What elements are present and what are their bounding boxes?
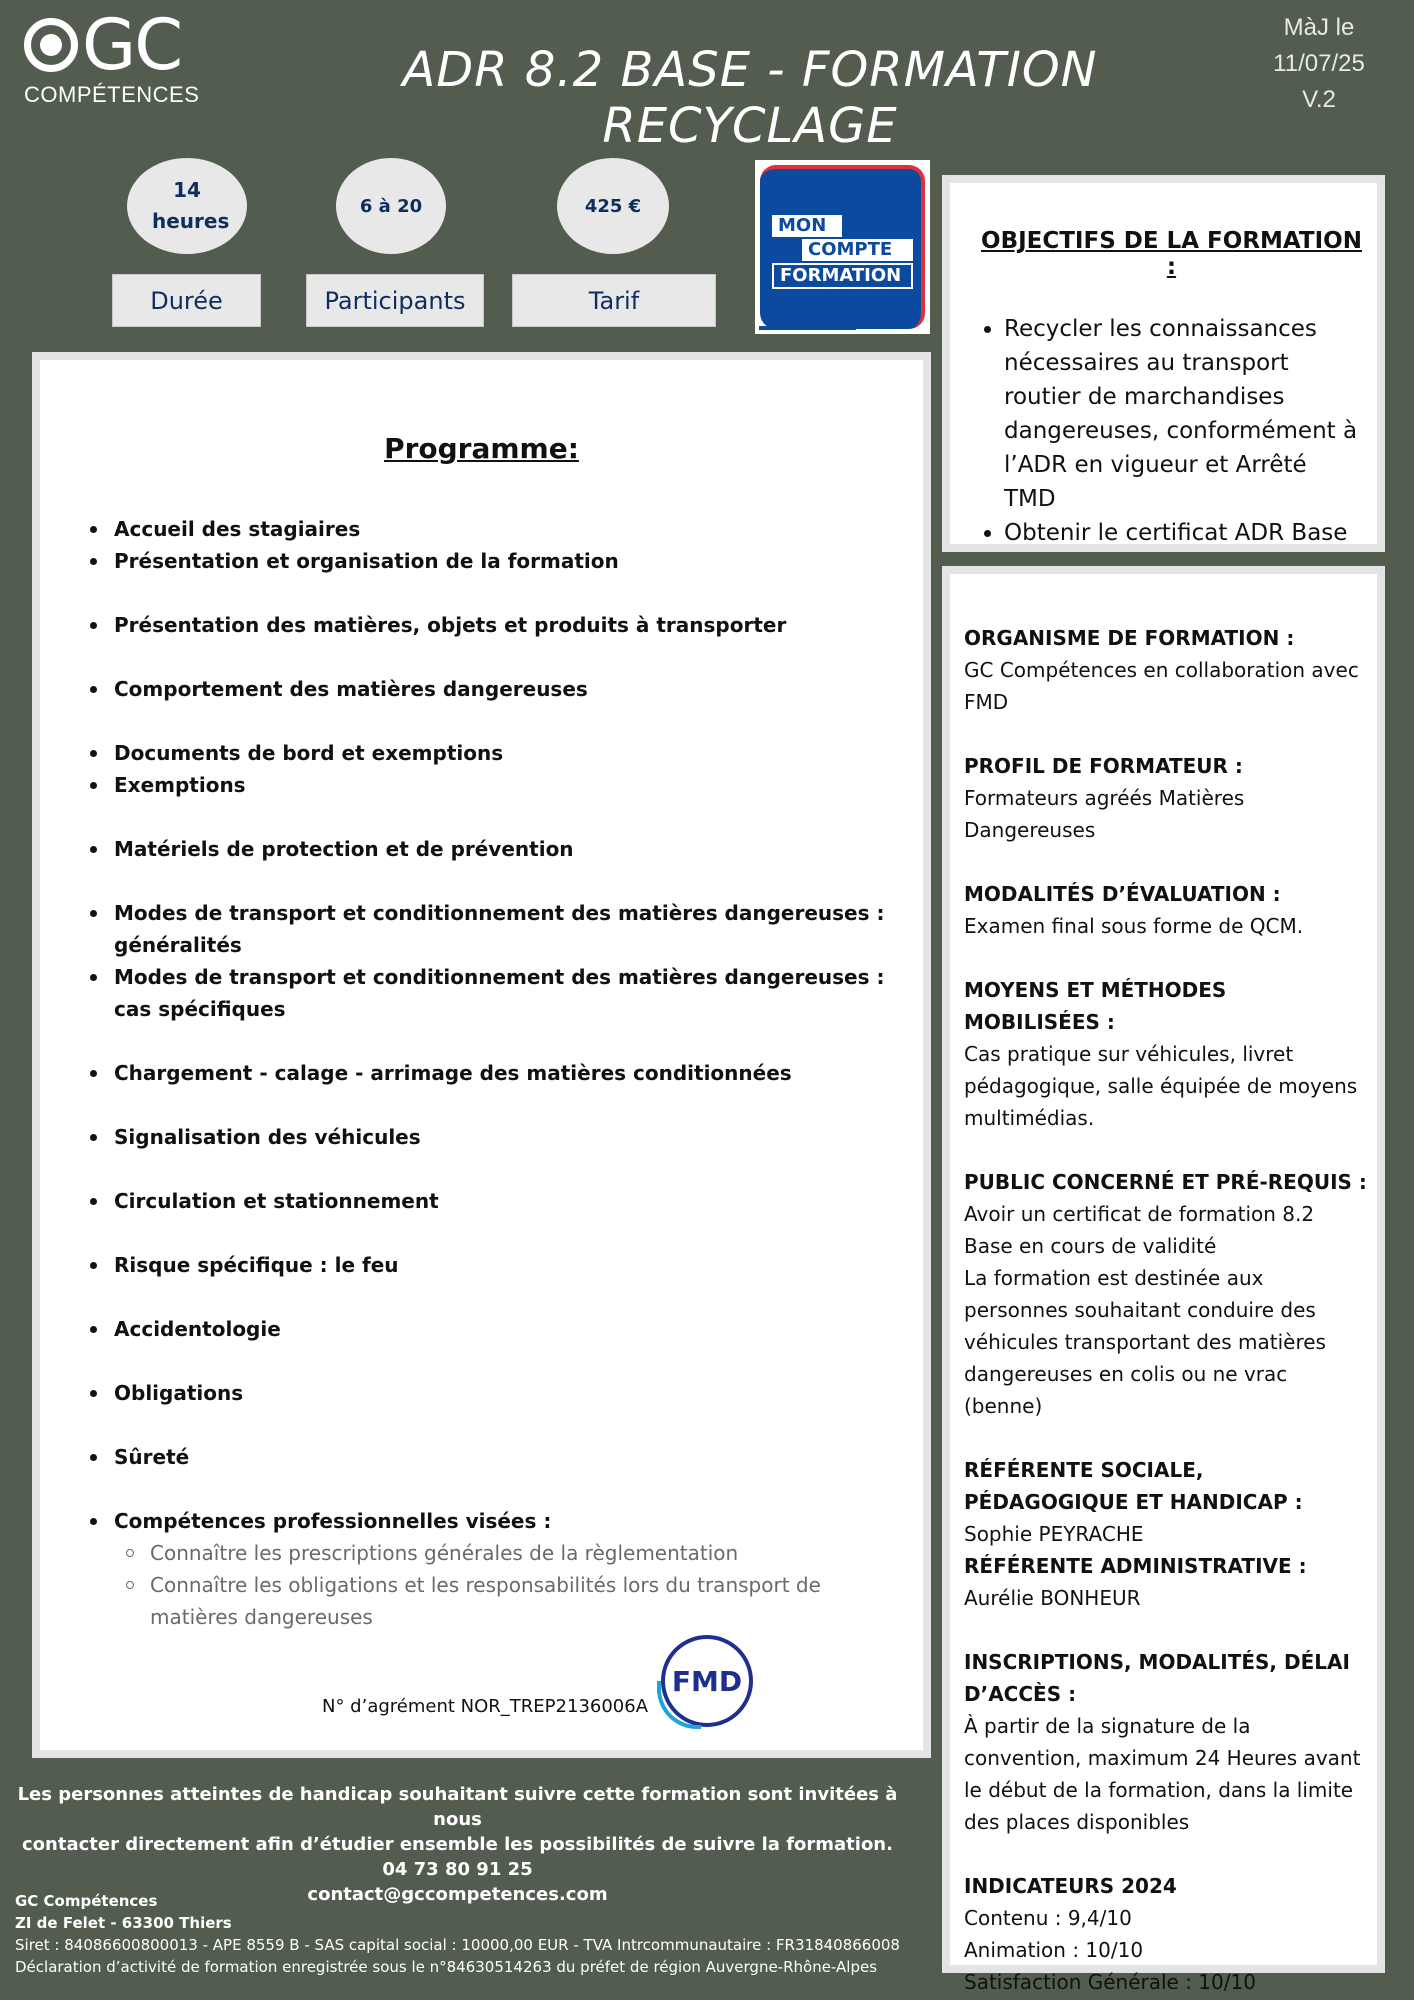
programme-item: Modes de transport et conditionnement des matières dangereuses : généralités <box>90 897 900 961</box>
fmd-logo-text: FMD <box>671 1664 743 1698</box>
handicap-line: contacter directement afin d’étudier ensemble les possibilités de suivre la formation. <box>22 1834 893 1855</box>
duration-label: Durée <box>112 274 261 327</box>
participants-circle <box>336 158 446 254</box>
referente-title: RÉFÉRENTE SOCIALE, PÉDAGOGIQUE ET HANDICAP : <box>964 1458 1303 1514</box>
programme-item: Exemptions <box>90 769 900 801</box>
mon-compte-formation-logo <box>755 160 930 334</box>
competences-list <box>114 1537 900 1633</box>
gc-logo <box>24 4 204 107</box>
logo-subtitle: COMPÉTENCES <box>24 82 200 107</box>
programme-item: Matériels de protection et de prévention <box>90 833 900 865</box>
programme-item: Chargement - calage - arrimage des matières conditionnées <box>90 1057 900 1089</box>
inscriptions-title: INSCRIPTIONS, MODALITÉS, DÉLAI D’ACCÈS : <box>964 1650 1350 1706</box>
objective-item: • Obtenir le certificat ADR Base <box>1004 516 1365 550</box>
programme-list <box>90 513 900 1633</box>
programme-item: Accueil des stagiaires <box>90 513 900 545</box>
company-legal: Siret : 84086600800013 - APE 8559 B - SAS capital social : 10000,00 EUR - TVA Intrcommunautaire : FR31840866008 <box>15 1936 900 1954</box>
price-circle <box>557 158 669 254</box>
info-panel <box>942 566 1385 1994</box>
programme-item: Accidentologie <box>90 1313 900 1345</box>
participants-value: 6 à 20 <box>359 195 423 217</box>
indicateur-contenu: Contenu : 9,4/10 <box>964 1906 1132 1930</box>
logo-circle-icon <box>24 18 78 72</box>
contact-email: contact@gccompetences.com <box>307 1884 608 1905</box>
public-text: La formation est destinée aux personnes souhaitant conduire des véhicules transportant des matières dangereuses en colis ou ne vrac (benne) <box>964 1266 1326 1418</box>
organisme-title: ORGANISME DE FORMATION : <box>964 626 1295 650</box>
programme-item: Risque spécifique : le feu <box>90 1249 900 1281</box>
programme-item: Circulation et stationnement <box>90 1185 900 1217</box>
mcf-line2: COMPTE <box>802 239 913 261</box>
objectives-list <box>978 312 1365 550</box>
maj-date: 11/07/25 <box>1273 50 1365 77</box>
price-value: 425 € <box>584 195 642 217</box>
contact-phone: 04 73 80 91 25 <box>382 1859 533 1880</box>
fmd-logo <box>661 1635 753 1727</box>
handicap-line: Les personnes atteintes de handicap souhaitant suivre cette formation sont invitées à nous <box>17 1784 898 1830</box>
agrement-number: N° d’agrément NOR_TREP2136006A <box>322 1696 649 1717</box>
programme-panel <box>32 352 931 1758</box>
evaluation-title: MODALITÉS D’ÉVALUATION : <box>964 882 1281 906</box>
logo-text: GC <box>82 4 182 86</box>
moyens-text: Cas pratique sur véhicules, livret pédagogique, salle équipée de moyens multimédias. <box>964 1042 1358 1130</box>
update-info <box>1254 10 1384 118</box>
public-title: PUBLIC CONCERNÉ ET PRÉ-REQUIS : <box>964 1170 1367 1194</box>
handicap-notice <box>10 1782 905 1907</box>
version: V.2 <box>1302 86 1336 113</box>
referente-name: Sophie PEYRACHE <box>964 1522 1144 1546</box>
programme-item: Modes de transport et conditionnement des matières dangereuses : cas spécifiques <box>90 961 900 1025</box>
moyens-title: MOYENS ET MÉTHODES MOBILISÉES : <box>964 978 1227 1034</box>
participants-label: Participants <box>306 274 484 327</box>
company-footer <box>15 1890 935 1978</box>
maj-label: MàJ le <box>1283 14 1355 41</box>
objectives-title: OBJECTIFS DE LA FORMATION : <box>981 228 1362 280</box>
competence-item: Connaître les obligations et les responsabilités lors du transport de matières dangereuses <box>114 1569 900 1633</box>
admin-title: RÉFÉRENTE ADMINISTRATIVE : <box>964 1554 1307 1578</box>
company-name: GC Compétences <box>15 1892 158 1910</box>
competences-heading: Compétences professionnelles visées : <box>114 1509 552 1533</box>
programme-item: Comportement des matières dangereuses <box>90 673 900 705</box>
profil-text: Formateurs agréés Matières Dangereuses <box>964 786 1245 842</box>
programme-item <box>90 1505 900 1633</box>
price-label: Tarif <box>512 274 716 327</box>
programme-title: Programme: <box>384 432 579 465</box>
programme-item: Présentation et organisation de la formation <box>90 545 900 577</box>
programme-item: Obligations <box>90 1377 900 1409</box>
duration-value: 14 heures <box>152 178 230 233</box>
mcf-badge <box>760 165 925 329</box>
duration-circle <box>127 158 247 254</box>
public-text: Avoir un certificat de formation 8.2 Base en cours de validité <box>964 1202 1315 1258</box>
page-title: ADR 8.2 BASE - FORMATION RECYCLAGE <box>402 42 1098 154</box>
programme-item: Sûreté <box>90 1441 900 1473</box>
programme-item: Documents de bord et exemptions <box>90 737 900 769</box>
competence-item: Connaître les prescriptions générales de la règlementation <box>114 1537 900 1569</box>
mcf-line3: FORMATION <box>772 263 913 289</box>
company-address: ZI de Felet - 63300 Thiers <box>15 1914 232 1932</box>
mcf-line1: MON <box>772 215 842 237</box>
objectives-panel <box>942 175 1385 552</box>
indicateur-animation: Animation : 10/10 <box>964 1938 1144 1962</box>
profil-title: PROFIL DE FORMATEUR : <box>964 754 1243 778</box>
programme-item: Signalisation des véhicules <box>90 1121 900 1153</box>
inscriptions-text: À partir de la signature de la convention, maximum 24 Heures avant le début de la formation, dans la limite des places disponibles <box>964 1714 1361 1834</box>
indicateur-satisfaction: Satisfaction Générale : 10/10 <box>964 1970 1256 1994</box>
company-declaration: Déclaration d’activité de formation enregistrée sous le n°84630514263 du préfet de région Auvergne-Rhône-Alpes <box>15 1958 878 1976</box>
organisme-text: GC Compétences en collaboration avec FMD <box>964 658 1359 714</box>
evaluation-text: Examen final sous forme de QCM. <box>964 914 1304 938</box>
objective-item: • Recycler les connaissances nécessaires au transport routier de marchandises dangereuses, conformément à l’ADR en vigueur et Arrêté TMD <box>1004 312 1365 516</box>
indicateurs-title: INDICATEURS 2024 <box>964 1874 1177 1898</box>
admin-name: Aurélie BONHEUR <box>964 1586 1141 1610</box>
programme-item: Présentation des matières, objets et produits à transporter <box>90 609 900 641</box>
